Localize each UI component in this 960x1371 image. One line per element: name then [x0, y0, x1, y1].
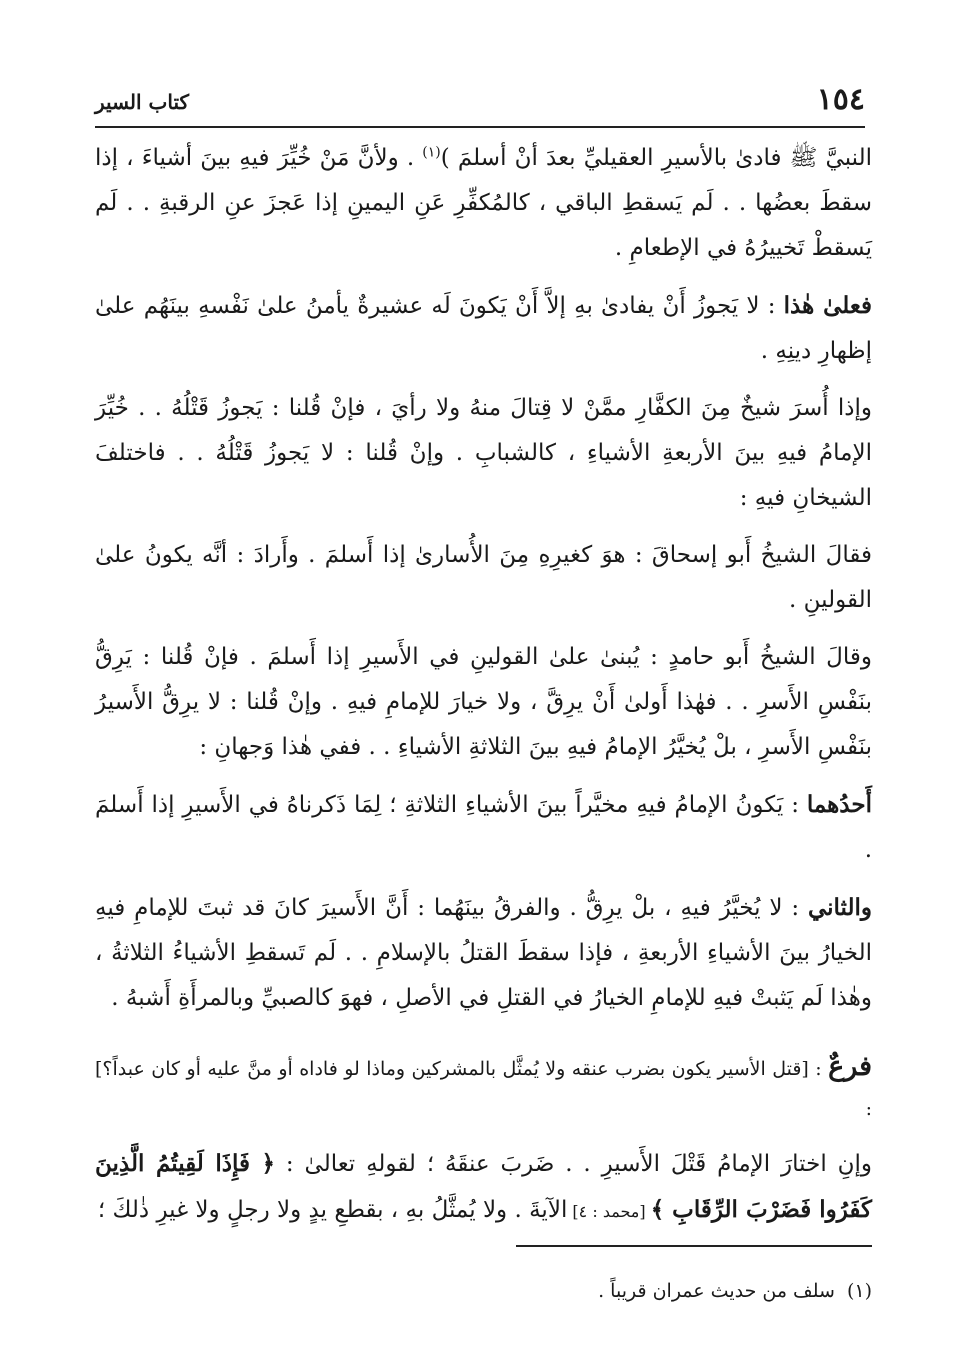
paragraph-6: [95, 782, 872, 873]
paragraph-text: : يَكونُ الإمامُ فيهِ مخيَّراً بينَ الأشياءِ الثلاثةِ ؛ لِمَا ذَكرناهُ في الأَسيرِ إذا أَسلمَ .: [95, 792, 872, 863]
paragraph-text: الآيةَ . ولا يُمثَّلُ بهِ ، بقطعِ يدٍ ولا رجلٍ ولا غيرِ ذٰلكَ ؛: [97, 1197, 568, 1223]
verse-reference: [محمد : ٤]: [567, 1202, 651, 1221]
branch-label: فرعٌ: [828, 1051, 872, 1082]
paragraph-7: [95, 885, 872, 1021]
paragraph-lead: فعلىٰ هٰذا: [783, 292, 872, 319]
paragraph-3: [95, 386, 872, 521]
book-title: كتاب السير: [95, 90, 190, 114]
footnote-marker[interactable]: (١): [422, 144, 441, 161]
running-header: [95, 80, 865, 128]
quran-verse: ﴿ فَإِذَا لَقِيتُمُ الَّذِينَ كَفَرُوا فَضَرْبَ الرِّقَابِ ﴾: [95, 1150, 872, 1223]
paragraph-1: [95, 136, 872, 271]
footnote: [598, 1280, 872, 1302]
paragraph-2: [95, 283, 872, 374]
paragraph-5: [95, 635, 872, 770]
paragraph-text: فقالَ الشيخُ أَبو إسحاقَ : هوَ كغيرِهِ مِنَ الأُسارىٰ إذا أَسلمَ . وأَرادَ : أنَّه يكونُ علىٰ القولينِ .: [95, 542, 872, 613]
footnote-separator: [516, 1245, 872, 1247]
footnote-number: (١): [846, 1280, 872, 1302]
paragraph-lead: أَحدُهما: [806, 791, 872, 818]
page-number: ١٥٤: [816, 82, 865, 117]
branch-text: : [قتل الأسير يكون بضرب عنقه ولا يُمثَّل بالمشركين وماذا لو فاداه أو منَّ عليه أو كان عبداً؟] :: [95, 1058, 872, 1120]
paragraph-8: [95, 1141, 872, 1234]
paragraph-text: النبيَّ ﷺ فادىٰ بالأسيرِ العقيليِّ بعدَ أنْ أسلمَ ): [440, 145, 872, 171]
paragraph-text: وإنِ اختارَ الإمامُ قَتْلَ الأَسيرِ . . ضَربَ عنقَهُ ؛ لقولهِ تعالىٰ :: [275, 1151, 872, 1177]
paragraph-lead: والثاني: [807, 894, 872, 921]
paragraph-text: : لا يُخيَّرُ فيهِ ، بلْ يرِقُّ . والفرقُ بينَهُما : أَنَّ الأَسيرَ كانَ قد ثبتَ للإمامِ فيهِ الخيارُ بينَ الأشياءِ الأربعةِ ، فإذا سقطَ القتلُ بالإسلامِ . . لَم تَسقطِ الأشياءُ الثلاثةُ ، وهٰذا لَم يَثبتْ فيهِ للإمامِ الخيارُ في القتلِ في الأصلِ ، فهوَ كالصبيِّ وبالمرأَةِ أَشبهُ .: [95, 895, 872, 1011]
footnote-text: سلف من حديث عمران قريباً .: [598, 1280, 835, 1302]
paragraph-text: وقالَ الشيخُ أَبو حامدٍ : يُبنىٰ علىٰ القولينِ في الأَسيرِ إذا أَسلمَ . فإنْ قُلنا : يَرِقُّ بنَفْسِ الأَسرِ . . فهٰذا أَولىٰ أَنْ يرِقَّ ، ولا خيارَ للإمامِ فيهِ . وإنْ قُلنا : لا يرِقُّ الأَسيرُ بنَفْسِ الأَسرِ ، بلْ يُخيَّرُ الإمامُ فيهِ بينَ الثلاثةِ الأشياءِ . . ففي هٰذا وَجهانِ :: [95, 644, 872, 760]
branch-heading: [95, 1047, 872, 1129]
paragraph-text: : لا يَجوزُ أَنْ يفادىٰ بهِ إلاَّ أَنْ يَكونَ لَه عشيرةٌ يأمنُ علىٰ نَفْسهِ بينَهُم علىٰ إظهارِ دينِهِ .: [95, 293, 872, 364]
paragraph-text: . ولأنَّ مَنْ خُيِّرَ فيهِ بينَ أشياءَ ، إذا سقطَ بعضُها . . لَم يَسقطِ الباقي ، كالمُكفِّرِ عَنِ اليمينِ إذا عَجزَ عنِ الرقبةِ . . لَم يَسقطْ تَخييرُهُ في الإطعامِ .: [95, 145, 872, 261]
main-text: [95, 136, 872, 1234]
paragraph-4: [95, 533, 872, 623]
paragraph-text: وإذا أُسرَ شيخٌ مِنَ الكفَّارِ ممَّنْ لا قِتالَ منهُ ولا رأيَ ، فإنْ قُلنا : يَجوزُ قَتْلُهُ . . خُيِّرَ الإمامُ فيهِ بينَ الأربعةِ الأشياءِ ، كالشبابِ . وإنْ قُلنا : لا يَجوزُ قَتْلُهُ . . فاختلفَ الشيخانِ فيهِ :: [95, 395, 872, 511]
